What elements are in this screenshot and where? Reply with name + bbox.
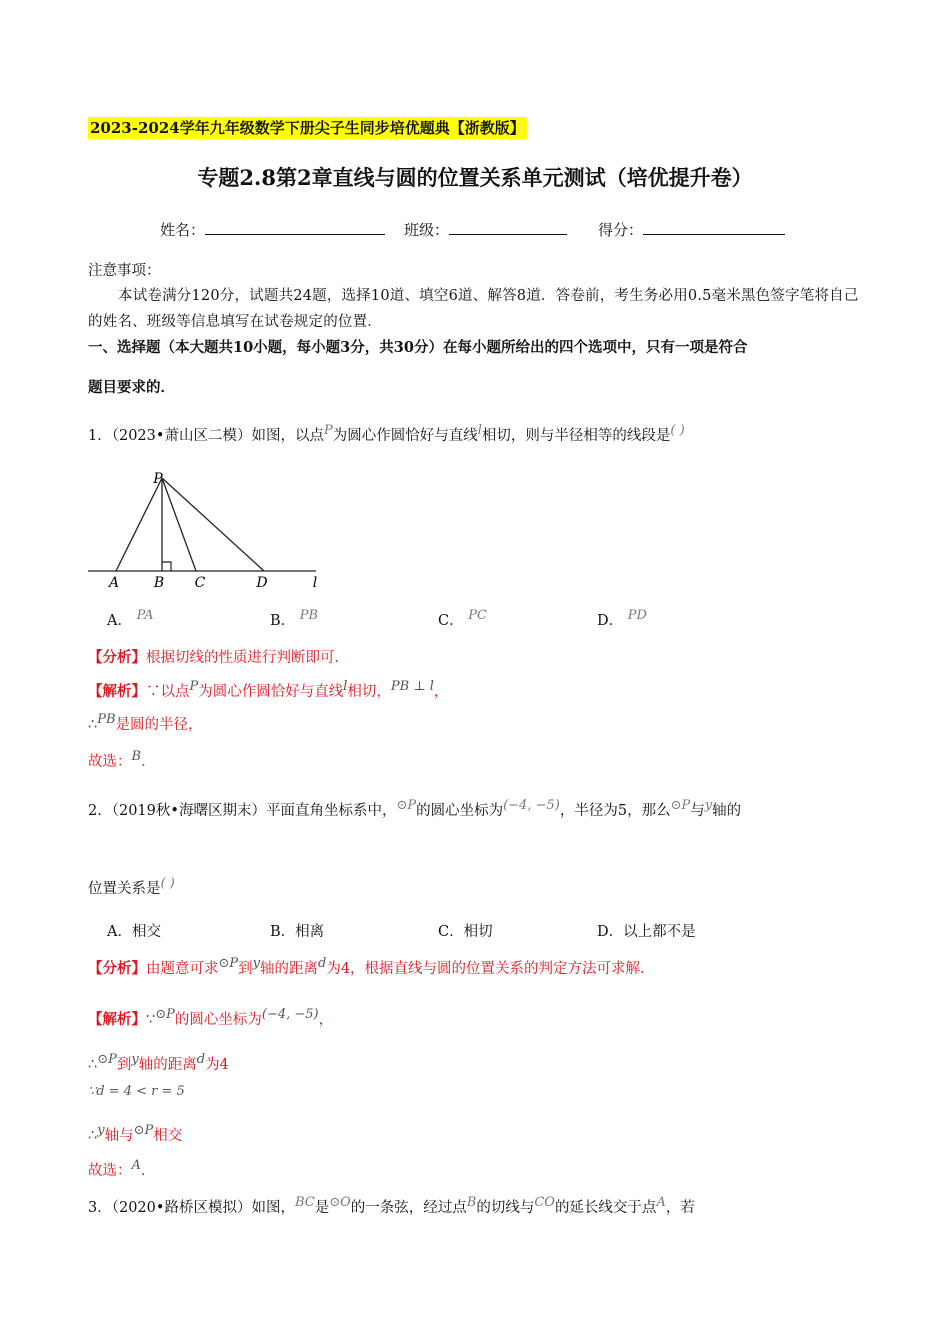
solution-text: 为4 [205, 1057, 229, 1073]
q1-option-d[interactable] [597, 609, 647, 630]
option-letter: D． [597, 613, 624, 629]
q2-option-d[interactable] [597, 920, 696, 941]
analysis-text: 到 [238, 961, 253, 977]
analysis-tag: 【分析】 [88, 649, 146, 666]
solution-math: ⊙P [97, 1052, 117, 1067]
q3-number: 3． [88, 1200, 112, 1216]
because-symbol: ∵ [146, 1012, 156, 1028]
q1-therefore [88, 713, 203, 734]
option-letter: A． [107, 924, 132, 940]
q1-text: 相切，则与半径相等的线段是 [481, 428, 671, 444]
class-label: 班级： [404, 221, 450, 239]
q1-math-P: P [323, 423, 333, 438]
answer-end: ． [141, 754, 156, 770]
notice-heading: 注意事项： [88, 263, 161, 279]
answer-tag: 故选： [88, 754, 132, 770]
q2-text: 平面直角坐标系中， [265, 803, 397, 819]
q3-text: 的切线与 [476, 1200, 535, 1216]
q2-solution-line2 [88, 1053, 229, 1074]
q3-text: 是 [314, 1200, 330, 1216]
fig-label-l: l [312, 575, 318, 590]
analysis-math: d [318, 956, 327, 971]
q2-option-c[interactable] [438, 920, 493, 941]
class-blank [449, 220, 567, 235]
page-title: 专题2.8第2章直线与圆的位置关系单元测试（培优提升卷） [197, 165, 753, 190]
segment-PD [162, 478, 264, 571]
q1-option-c[interactable] [438, 609, 487, 630]
q2-option-b[interactable] [270, 920, 324, 941]
solution-text: 到 [116, 1057, 132, 1073]
analysis-math: y [252, 956, 260, 971]
fig-label-C: C [194, 575, 206, 590]
analysis-text: 根据切线的性质进行判断即可． [146, 650, 349, 666]
segment-PA [116, 478, 162, 571]
therefore-symbol: ∴ [88, 1128, 98, 1144]
solution-text: 轴的距离 [138, 1057, 197, 1073]
option-letter: A． [107, 613, 132, 629]
solution-math: PB [97, 712, 116, 727]
solution-text: 的圆心坐标为 [174, 1012, 262, 1028]
q1-option-a[interactable] [107, 609, 154, 630]
question-3-stem [88, 1196, 695, 1217]
solution-math: l [343, 679, 348, 694]
series-banner: 2023-2024学年九年级数学下册尖子生同步培优题典【浙教版】 [90, 119, 525, 137]
option-value: 相切 [463, 924, 493, 940]
option-letter: B． [270, 613, 296, 629]
option-value: 相离 [295, 924, 325, 940]
solution-text: 为圆心作圆恰好与直线 [198, 684, 344, 700]
solution-math: ⊙P [133, 1123, 154, 1138]
q2-option-a[interactable] [107, 920, 161, 941]
q1-number: 1． [88, 428, 112, 444]
solution-text: ， [318, 1012, 334, 1028]
q3-text: ，若 [665, 1200, 695, 1216]
section-heading: 一、选择题（本大题共10小题，每小题3分，共30分）在每小题所给出的四个选项中，只有一项是符合 [88, 339, 748, 356]
option-value: PD [627, 608, 647, 623]
q2-number: 2． [88, 803, 112, 819]
q1-math-l: l [477, 423, 482, 438]
solution-tag: 【解析】 [88, 1011, 146, 1028]
solution-math: P [189, 679, 199, 694]
analysis-text: 轴的距离 [260, 961, 318, 977]
q2-math: ⊙P [670, 798, 691, 813]
q2-solution-line4 [88, 1124, 182, 1145]
q2-text: 与 [690, 803, 705, 819]
notice-body: 本试卷满分120分，试题共24题，选择10道、填空6道、解答8道．答卷前，考生务必用0.5毫米黑色签字笔将自己的姓名、班级等信息填写在试卷规定的位置． [88, 288, 859, 330]
segment-PC [162, 478, 196, 571]
q2-text: 位置关系是 [88, 881, 161, 897]
score-field [598, 219, 785, 240]
fig-label-A: A [108, 575, 120, 590]
solution-text: ∵以点 [146, 684, 190, 700]
option-letter: C． [438, 924, 464, 940]
solution-tag: 【解析】 [88, 683, 146, 700]
solution-math: ⊙P [155, 1007, 175, 1022]
option-value: PA [136, 608, 154, 623]
fig-label-B: B [153, 575, 165, 590]
answer-value: A [131, 1158, 141, 1173]
q3-math: A [656, 1195, 666, 1210]
option-value: 相交 [131, 924, 161, 940]
q2-text: 轴的 [712, 803, 742, 819]
solution-text: ， [433, 684, 449, 700]
analysis-tag: 【分析】 [88, 960, 146, 977]
option-letter: D． [597, 924, 624, 940]
q2-answer [88, 1159, 155, 1180]
option-letter: B． [270, 924, 296, 940]
option-letter: C． [438, 613, 464, 629]
q3-math: CO [534, 1195, 555, 1210]
solution-text: 轴与 [104, 1128, 134, 1144]
solution-text: 是圆的半径， [115, 717, 203, 733]
q2-math: ⊙P [396, 798, 417, 813]
question-2-stem-cont [88, 877, 175, 898]
q1-option-b[interactable] [270, 609, 318, 630]
therefore-symbol: ∴ [88, 1057, 98, 1073]
solution-math: y [97, 1123, 105, 1138]
class-field [404, 219, 567, 240]
q2-solution [88, 1008, 333, 1029]
solution-text: 相交 [153, 1128, 183, 1144]
q3-source: （2020•路桥区模拟） [111, 1200, 252, 1216]
q3-text: 如图， [251, 1200, 295, 1216]
q3-text: 的一条弦，经过点 [350, 1200, 467, 1216]
q2-source: （2019秋•海曙区期末） [111, 803, 266, 819]
answer-value: B [131, 749, 142, 764]
q3-text: 的延长线交于点 [554, 1200, 657, 1216]
section-heading-cont: 题目要求的． [88, 379, 175, 396]
score-blank [643, 220, 785, 235]
q2-paren: ( ) [160, 876, 175, 891]
q2-math: y [704, 798, 713, 813]
analysis-math: ⊙P [218, 956, 239, 971]
q3-math: B [466, 1195, 477, 1210]
solution-math: PB ⊥ l [390, 679, 434, 694]
q2-math: (−4, −5) [503, 798, 560, 813]
solution-math: d [196, 1052, 206, 1067]
answer-tag: 故选： [88, 1163, 132, 1179]
q1-solution [88, 680, 448, 701]
q2-text: ，半径为5，那么 [559, 803, 671, 819]
fig-label-D: D [256, 575, 268, 590]
score-label: 得分： [598, 221, 644, 239]
analysis-text: 为4，根据直线与圆的位置关系的判定方法可求解． [326, 961, 655, 977]
q1-figure [88, 466, 328, 590]
name-label: 姓名： [160, 221, 206, 239]
q1-source: （2023•萧山区二模） [111, 428, 252, 444]
solution-math: (−4, −5) [261, 1007, 319, 1022]
therefore-symbol: ∴ [88, 717, 98, 733]
q1-text: 为圆心作圆恰好与直线 [332, 428, 478, 444]
option-value: PB [299, 608, 319, 623]
option-value: PC [468, 608, 487, 623]
q1-text: 如图，以点 [251, 428, 324, 444]
name-field [160, 219, 385, 240]
option-value: 以上都不是 [623, 924, 696, 940]
q1-paren: ( ) [670, 423, 685, 438]
answer-end: ． [140, 1163, 156, 1179]
fig-label-P: P [153, 471, 163, 487]
solution-math: y [131, 1052, 139, 1067]
q3-math: BC [294, 1195, 315, 1210]
analysis-text: 由题意可求 [146, 961, 219, 977]
q2-text: 的圆心坐标为 [416, 803, 504, 819]
q1-analysis [88, 646, 349, 667]
solution-text: 相切， [347, 684, 391, 700]
question-1-stem [88, 424, 685, 445]
q3-math: ⊙O [329, 1195, 351, 1210]
q2-solution-line3: ∵d = 4 < r = 5 [88, 1084, 185, 1099]
q1-answer [88, 750, 156, 771]
name-blank [205, 220, 385, 235]
q2-analysis [88, 957, 655, 978]
right-angle-mark [162, 562, 171, 571]
question-2-stem [88, 799, 741, 820]
